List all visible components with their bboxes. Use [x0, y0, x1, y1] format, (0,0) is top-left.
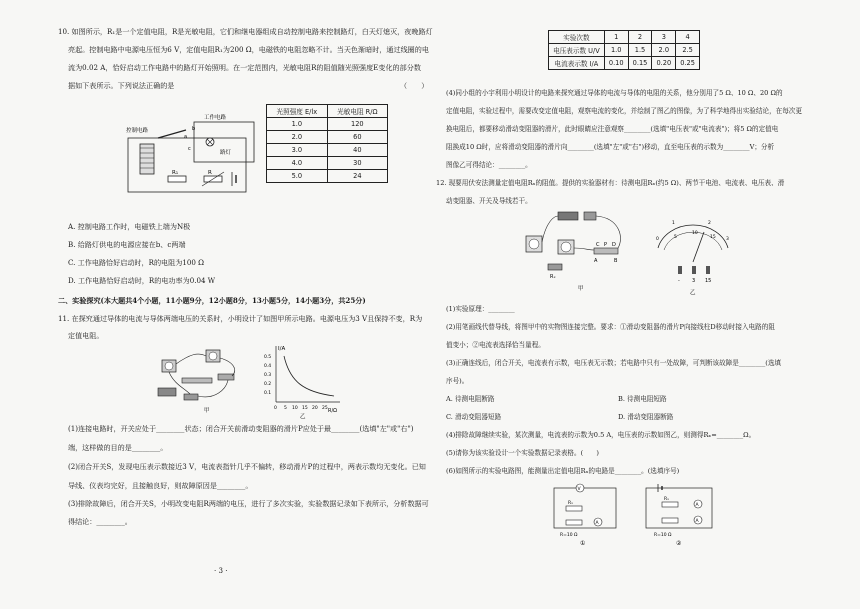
q12-apparatus-figure — [524, 208, 634, 292]
q12-circuit-diagrams — [550, 480, 730, 546]
table-cell: 0.20 — [652, 57, 676, 70]
svg-text:A: A — [695, 503, 699, 508]
svg-text:A: A — [595, 521, 599, 526]
label-c: c — [188, 146, 191, 152]
relay-circuit-figure — [122, 110, 262, 202]
q12-line2: 动变阻器、开关及导线若干。 — [446, 197, 532, 205]
q12-line1: 12. 现要用伏安法测量定值电阻Rₓ的阻值。提供的实验器材有：待测电阻Rₓ(约5 Ω)、两节干电池、电流表、电压表、滑 — [436, 179, 785, 187]
label-r: R — [208, 170, 212, 176]
label-d: D — [612, 242, 616, 248]
graph-x-tick: 15 — [302, 406, 308, 411]
q11-sub4-line4: 阻换成10 Ω时，应将滑动变阻器的滑片向________(选填"左"或"右")移动，直至电压表的示数为________V；分析 — [446, 143, 775, 151]
graph-ylabel: I/A — [278, 346, 286, 352]
label-b: b — [192, 126, 196, 132]
q11-sub4-line2: 定值电阻，实验过程中，需要改变定值电阻，观察电流的变化，并绘制了图乙的图像，为了科学地得出实验结论，在每次更 — [446, 107, 803, 115]
label-control-circuit: 控制电路 — [126, 128, 149, 134]
circuit2-r0-label: R=10 Ω — [654, 533, 672, 538]
voltmeter-dial-figure — [652, 214, 734, 294]
table-cell: 2.0 — [652, 44, 676, 57]
table-header: 4 — [676, 31, 700, 44]
graph-x-tick: 20 — [312, 406, 318, 411]
table-cell: 电压表示数 U/V — [549, 44, 605, 57]
table-cell: 0.10 — [604, 57, 628, 70]
left-column — [58, 0, 436, 609]
fig-label-jia: 甲 — [578, 286, 584, 292]
graph-x-tick: 5 — [284, 406, 287, 411]
meter-tick: 3 — [726, 237, 729, 242]
q12-option-c: C. 滑动变阻器短路 — [446, 413, 502, 421]
table-row — [267, 118, 388, 131]
table-header: 2 — [628, 31, 652, 44]
q11-sub1-line1: (1)连接电路时，开关应处于________状态；闭合开关前滑动变阻器的滑片P应处于最________(选填"左"或"右") — [68, 424, 414, 433]
table-cell: 2.5 — [676, 44, 700, 57]
circuit-2-label: ② — [676, 540, 682, 547]
table-cell: 0.25 — [676, 57, 700, 70]
experiment-data-table — [548, 30, 700, 70]
terminal-label: - — [678, 278, 680, 284]
label-lamp: 路灯 — [220, 150, 232, 156]
table-row — [267, 131, 388, 144]
q11-sub4-line1: (4)同小组的小宇利用小明设计的电路来探究通过导体的电流与导体的电阻的关系，他分别用了5 Ω、10 Ω、20 Ω的 — [446, 89, 783, 97]
meter-tick: 1 — [672, 221, 675, 226]
table-header: 3 — [652, 31, 676, 44]
q11-current-resistance-graph — [264, 342, 344, 418]
right-column — [436, 0, 806, 609]
graph-y-tick: 0.3 — [264, 373, 272, 378]
q10-option-d: D. 工作电路恰好启动时，R的电功率为0.04 W — [68, 276, 216, 285]
graph-y-tick: 0.2 — [264, 382, 272, 387]
meter-tick: 2 — [708, 221, 711, 226]
table-cell: 电流表示数 I/A — [549, 57, 605, 70]
graph-x-tick: 10 — [292, 406, 298, 411]
table-cell: 2.0 — [267, 131, 328, 144]
q12-sub4: (4)排除故障继续实验，某次测量，电流表的示数为0.5 A，电压表的示数如图乙，则测得Rₓ=________Ω。 — [446, 431, 756, 439]
table-cell: 4.0 — [267, 157, 328, 170]
q11-sub3-line2: 得结论：________。 — [68, 517, 132, 526]
label-rx: Rₓ — [550, 274, 556, 280]
table-row — [267, 144, 388, 157]
meter-tick: 10 — [692, 231, 698, 236]
q12-option-a: A. 待测电阻断路 — [446, 395, 495, 403]
table-cell: 1.0 — [267, 118, 328, 131]
svg-text:V: V — [577, 487, 581, 492]
table-cell: 24 — [327, 170, 387, 183]
q10-answer-bracket: （ ） — [400, 81, 429, 90]
q10-line4: 据如下表所示。下列说法正确的是 — [68, 81, 175, 90]
fig-label-yi: 乙 — [300, 414, 306, 420]
terminal-label: 3 — [692, 278, 696, 284]
q10-line1: 10. 如图所示，R₁是一个定值电阻，R是光敏电阻，它们和继电器组成自动控制电路来控制路灯，白天灯熄灭，夜晚路灯 — [58, 27, 433, 36]
table-cell: 60 — [327, 131, 387, 144]
graph-y-tick: 0.4 — [264, 364, 272, 369]
label-a: A — [594, 258, 598, 264]
circuit2-rx-label: Rₓ — [664, 497, 670, 502]
voltmeter-needle — [693, 232, 704, 262]
q10-line3: 流为0.02 A，恰好启动工作电路中的路灯开始照明。在一定范围内，光敏电阻R的阻值随光照强度E变化的部分数 — [68, 63, 421, 72]
graph-x-tick: 25 — [322, 406, 328, 411]
q11-apparatus-figure — [154, 344, 264, 414]
q11-line1: 11. 在探究通过导体的电流与导体两端电压的关系时，小明设计了如图甲所示电路。电源电压为3 V且保持不变，R为 — [58, 314, 423, 323]
q11-sub4-line3: 换电阻后，都要移动滑动变阻器的滑片，此时眼睛应注意观察________(选填"电压表"或"电流表")；将5 Ω的定值电 — [446, 125, 779, 133]
section-2-heading: 二、实验探究(本大题共4个小题，11小题9分，12小题8分，13小题5分，14小题3分，共25分) — [58, 296, 366, 305]
table-row — [267, 170, 388, 183]
q12-sub3-line2: 序号)。 — [446, 377, 469, 385]
q11-sub3-line1: (3)排除故障后，闭合开关S，小明改变电阻R两端的电压，进行了多次实验，实验数据记录如下表所示，分析数据可 — [68, 499, 429, 508]
graph-xlabel: R/Ω — [328, 408, 337, 414]
graph-x-tick: 0 — [274, 406, 277, 411]
table-header: 光敏电阻 R/Ω — [327, 105, 387, 118]
table-header: 1 — [604, 31, 628, 44]
meter-tick: 5 — [674, 235, 677, 240]
q10-option-b: B. 给路灯供电的电源应接在b、c两端 — [68, 240, 186, 249]
svg-text:A: A — [695, 519, 699, 524]
graph-y-tick: 0.1 — [264, 391, 272, 396]
q11-sub1-line2: 端，这样做的目的是________。 — [68, 443, 168, 452]
table-cell: 120 — [327, 118, 387, 131]
label-p: P — [604, 242, 608, 248]
q12-option-d: D. 滑动变阻器断路 — [618, 413, 674, 421]
light-resistance-table — [266, 104, 388, 183]
label-c: C — [596, 242, 600, 248]
circuit1-rx-label: Rₓ — [568, 501, 574, 506]
fig-label-yi: 乙 — [690, 290, 696, 296]
q12-sub6: (6)如图所示的实验电路图，能测量出定值电阻Rₓ的电路是________。(选填序号) — [446, 467, 680, 475]
terminal — [678, 266, 682, 274]
table-cell: 5.0 — [267, 170, 328, 183]
terminal — [706, 266, 710, 274]
q10-line2: 亮起。控制电路中电源电压恒为6 V，定值电阻R₁为200 Ω，电磁铁的电阻忽略不计。当天色渐暗时，通过线圈的电 — [68, 45, 429, 54]
table-row — [549, 57, 700, 70]
circuit1-r0-label: R=10 Ω — [560, 533, 578, 538]
meter-tick: 0 — [656, 237, 659, 242]
q12-sub1: (1)实验原理：________ — [446, 305, 515, 313]
graph-curve — [284, 356, 334, 396]
table-cell: 1.0 — [604, 44, 628, 57]
q11-line2: 定值电阻。 — [68, 331, 104, 340]
table-cell: 1.5 — [628, 44, 652, 57]
q12-sub2-line1: (2)用笔画线代替导线，将图甲中的实物图连接完整。要求：①滑动变阻器的滑片P向接线柱D移动时接入电路的阻 — [446, 323, 775, 331]
label-b: B — [614, 258, 618, 264]
table-header: 实验次数 — [549, 31, 605, 44]
table-cell: 40 — [327, 144, 387, 157]
circuit-1-label: ① — [580, 540, 586, 547]
q12-sub2-line2: 值变小；②电流表选择恰当量程。 — [446, 341, 545, 349]
q11-sub2-line1: (2)闭合开关S，发现电压表示数接近3 V，电流表指针几乎不偏转，移动滑片P的过程中，两表示数均无变化。已知 — [68, 462, 426, 471]
q12-option-b: B. 待测电阻短路 — [618, 395, 667, 403]
terminal-label: 15 — [705, 278, 712, 284]
q11-sub2-line2: 导线、仪表均完好，且接触良好，则故障原因是________。 — [68, 481, 253, 490]
graph-y-tick: 0.5 — [264, 355, 272, 360]
meter-tick: 15 — [710, 235, 716, 240]
label-a: a — [184, 134, 188, 140]
table-header: 光照强度 E/lx — [267, 105, 328, 118]
table-row — [267, 157, 388, 170]
terminal — [692, 266, 696, 274]
page-number: · 3 · — [214, 566, 228, 575]
q10-option-c: C. 工作电路恰好启动时，R的电阻为100 Ω — [68, 258, 205, 267]
table-row — [549, 44, 700, 57]
q10-option-a: A. 控制电路工作时，电磁铁上端为N极 — [68, 222, 191, 231]
q12-sub5: (5)请你为该实验设计一个实验数据记录表格。( ) — [446, 449, 599, 457]
label-r1: R₁ — [172, 170, 179, 176]
table-cell: 30 — [327, 157, 387, 170]
label-work-circuit: 工作电路 — [204, 115, 227, 121]
q11-sub4-line5: 图像乙可得结论：________。 — [446, 161, 532, 169]
q12-sub3-line1: (3)正确连线后，闭合开关，电流表有示数，电压表无示数；若电路中只有一处故障，可判断该故障是________(选填 — [446, 359, 782, 367]
table-cell: 0.15 — [628, 57, 652, 70]
table-cell: 3.0 — [267, 144, 328, 157]
fig-label-jia: 甲 — [204, 408, 210, 414]
